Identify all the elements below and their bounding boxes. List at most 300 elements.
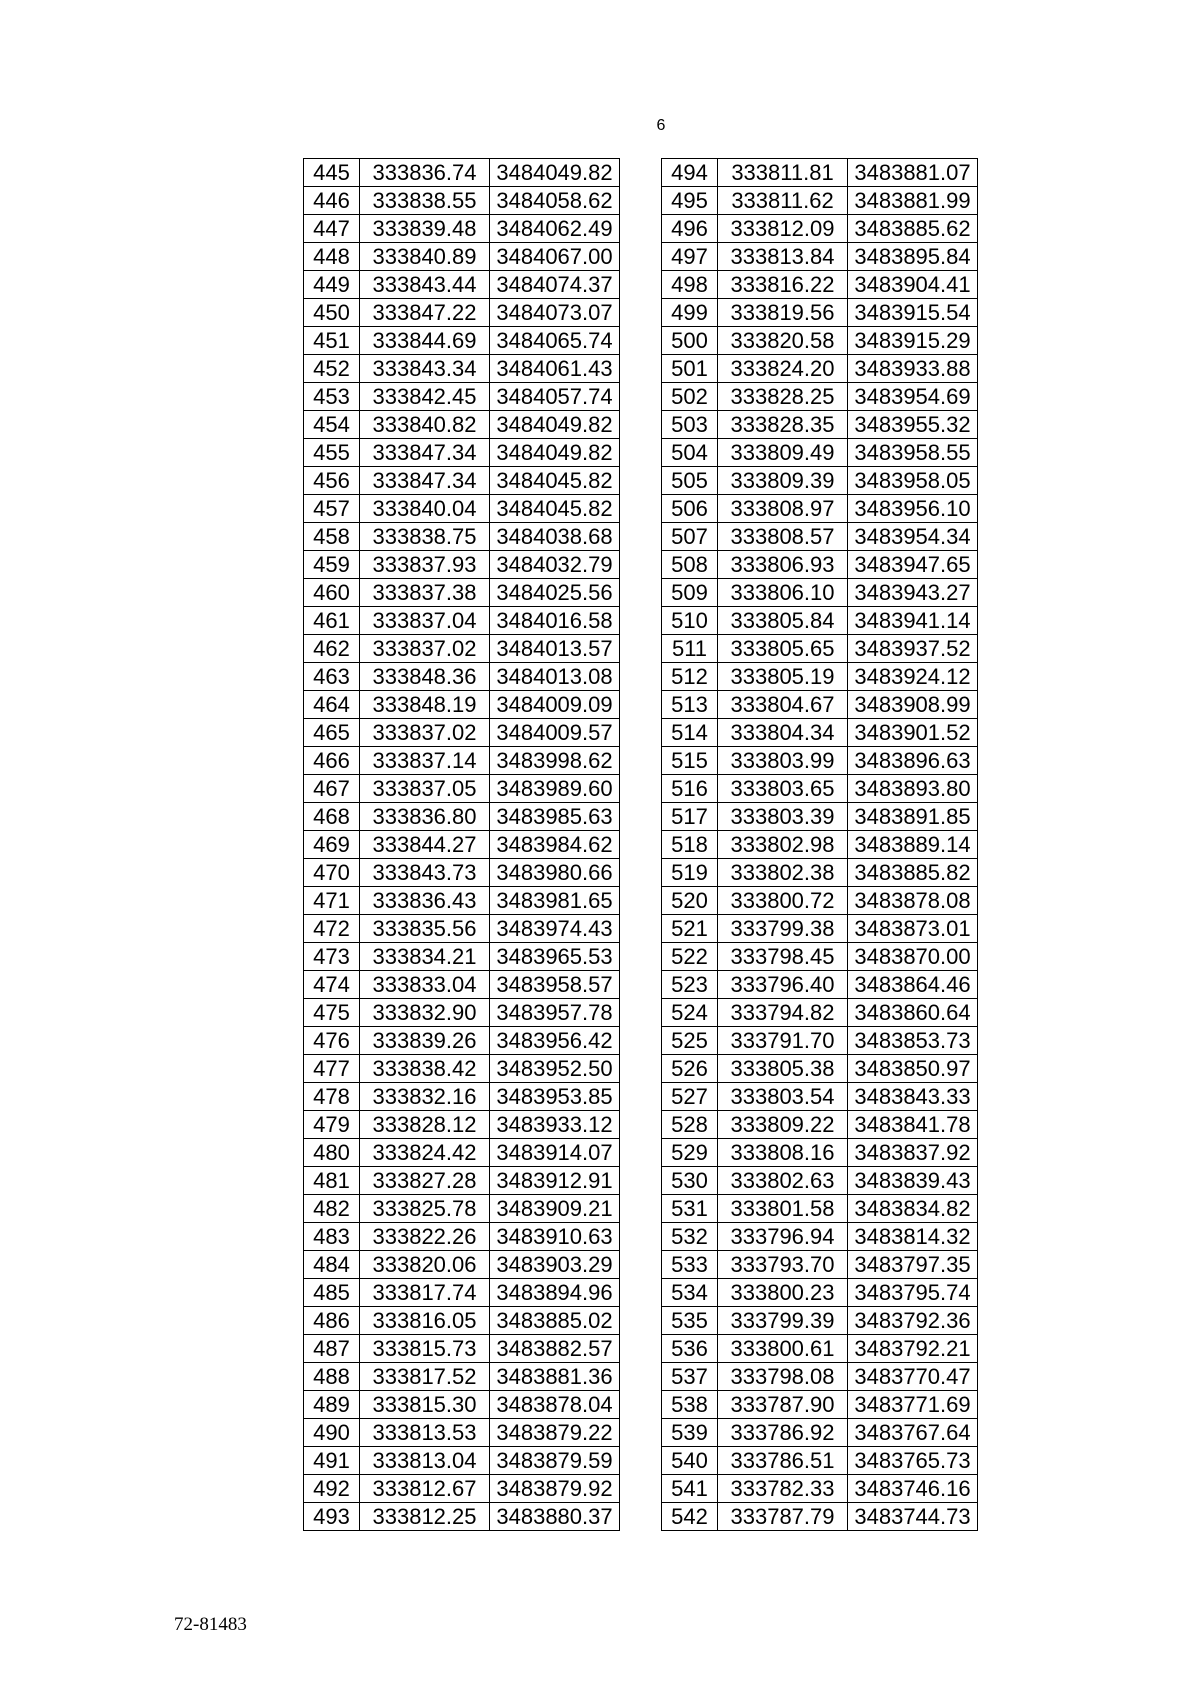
point-number-cell: 533: [662, 1251, 718, 1279]
x-coordinate-cell: 333828.35: [718, 411, 848, 439]
point-number-cell: 507: [662, 523, 718, 551]
x-coordinate-cell: 333787.79: [718, 1503, 848, 1531]
y-coordinate-cell: 3484065.74: [490, 327, 620, 355]
point-number-cell: 486: [304, 1307, 360, 1335]
point-number-cell: 504: [662, 439, 718, 467]
y-coordinate-cell: 3483882.57: [490, 1335, 620, 1363]
y-coordinate-cell: 3484049.82: [490, 439, 620, 467]
table-row: [304, 1223, 620, 1251]
y-coordinate-cell: 3484058.62: [490, 187, 620, 215]
point-number-cell: 509: [662, 579, 718, 607]
point-number-cell: 491: [304, 1447, 360, 1475]
table-row: [304, 747, 620, 775]
x-coordinate-cell: 333812.67: [360, 1475, 490, 1503]
x-coordinate-cell: 333787.90: [718, 1391, 848, 1419]
table-row: [304, 971, 620, 999]
x-coordinate-cell: 333840.89: [360, 243, 490, 271]
x-coordinate-cell: 333824.42: [360, 1139, 490, 1167]
table-row: [304, 915, 620, 943]
point-number-cell: 495: [662, 187, 718, 215]
table-row: [662, 355, 978, 383]
table-row: [662, 999, 978, 1027]
table-row: [662, 747, 978, 775]
x-coordinate-cell: 333805.65: [718, 635, 848, 663]
table-row: [662, 579, 978, 607]
point-number-cell: 456: [304, 467, 360, 495]
x-coordinate-cell: 333808.16: [718, 1139, 848, 1167]
y-coordinate-cell: 3483878.08: [848, 887, 978, 915]
coordinate-table-body: [304, 159, 620, 1531]
y-coordinate-cell: 3483771.69: [848, 1391, 978, 1419]
x-coordinate-cell: 333837.93: [360, 551, 490, 579]
x-coordinate-cell: 333805.19: [718, 663, 848, 691]
table-row: [662, 943, 978, 971]
table-row: [662, 1503, 978, 1531]
x-coordinate-cell: 333811.62: [718, 187, 848, 215]
x-coordinate-cell: 333815.73: [360, 1335, 490, 1363]
x-coordinate-cell: 333799.38: [718, 915, 848, 943]
page-number: 6: [656, 117, 666, 134]
point-number-cell: 514: [662, 719, 718, 747]
table-row: [304, 383, 620, 411]
y-coordinate-cell: 3483909.21: [490, 1195, 620, 1223]
point-number-cell: 448: [304, 243, 360, 271]
y-coordinate-cell: 3483770.47: [848, 1363, 978, 1391]
x-coordinate-cell: 333844.27: [360, 831, 490, 859]
x-coordinate-cell: 333798.08: [718, 1363, 848, 1391]
y-coordinate-cell: 3484074.37: [490, 271, 620, 299]
x-coordinate-cell: 333838.42: [360, 1055, 490, 1083]
x-coordinate-cell: 333828.12: [360, 1111, 490, 1139]
point-number-cell: 524: [662, 999, 718, 1027]
table-row: [662, 887, 978, 915]
y-coordinate-cell: 3483915.54: [848, 299, 978, 327]
y-coordinate-cell: 3483914.07: [490, 1139, 620, 1167]
point-number-cell: 516: [662, 775, 718, 803]
table-row: [304, 1307, 620, 1335]
point-number-cell: 483: [304, 1223, 360, 1251]
table-row: [662, 1279, 978, 1307]
table-row: [662, 719, 978, 747]
table-row: [304, 579, 620, 607]
point-number-cell: 528: [662, 1111, 718, 1139]
table-row: [304, 327, 620, 355]
y-coordinate-cell: 3483860.64: [848, 999, 978, 1027]
table-row: [662, 1447, 978, 1475]
y-coordinate-cell: 3483839.43: [848, 1167, 978, 1195]
x-coordinate-cell: 333819.56: [718, 299, 848, 327]
x-coordinate-cell: 333837.05: [360, 775, 490, 803]
table-row: [304, 243, 620, 271]
y-coordinate-cell: 3483965.53: [490, 943, 620, 971]
x-coordinate-cell: 333811.81: [718, 159, 848, 187]
table-row: [662, 1111, 978, 1139]
x-coordinate-cell: 333820.06: [360, 1251, 490, 1279]
point-number-cell: 485: [304, 1279, 360, 1307]
y-coordinate-cell: 3483881.99: [848, 187, 978, 215]
point-number-cell: 454: [304, 411, 360, 439]
point-number-cell: 487: [304, 1335, 360, 1363]
point-number-cell: 463: [304, 663, 360, 691]
x-coordinate-cell: 333808.97: [718, 495, 848, 523]
table-row: [304, 1447, 620, 1475]
point-number-cell: 488: [304, 1363, 360, 1391]
y-coordinate-cell: 3484016.58: [490, 607, 620, 635]
x-coordinate-cell: 333834.21: [360, 943, 490, 971]
x-coordinate-cell: 333822.26: [360, 1223, 490, 1251]
y-coordinate-cell: 3484009.57: [490, 719, 620, 747]
x-coordinate-cell: 333843.34: [360, 355, 490, 383]
y-coordinate-cell: 3483937.52: [848, 635, 978, 663]
table-row: [662, 1475, 978, 1503]
table-row: [662, 1139, 978, 1167]
y-coordinate-cell: 3483767.64: [848, 1419, 978, 1447]
x-coordinate-cell: 333839.26: [360, 1027, 490, 1055]
table-row: [662, 607, 978, 635]
table-row: [304, 1419, 620, 1447]
x-coordinate-cell: 333798.45: [718, 943, 848, 971]
x-coordinate-cell: 333817.52: [360, 1363, 490, 1391]
y-coordinate-cell: 3484049.82: [490, 159, 620, 187]
table-row: [304, 495, 620, 523]
y-coordinate-cell: 3483952.50: [490, 1055, 620, 1083]
x-coordinate-cell: 333816.05: [360, 1307, 490, 1335]
table-row: [304, 1363, 620, 1391]
point-number-cell: 471: [304, 887, 360, 915]
x-coordinate-cell: 333847.34: [360, 467, 490, 495]
x-coordinate-cell: 333802.98: [718, 831, 848, 859]
y-coordinate-cell: 3484045.82: [490, 467, 620, 495]
x-coordinate-cell: 333812.25: [360, 1503, 490, 1531]
point-number-cell: 465: [304, 719, 360, 747]
point-number-cell: 457: [304, 495, 360, 523]
x-coordinate-cell: 333803.54: [718, 1083, 848, 1111]
y-coordinate-cell: 3484025.56: [490, 579, 620, 607]
table-row: [662, 803, 978, 831]
point-number-cell: 466: [304, 747, 360, 775]
x-coordinate-cell: 333832.16: [360, 1083, 490, 1111]
point-number-cell: 478: [304, 1083, 360, 1111]
y-coordinate-cell: 3483954.34: [848, 523, 978, 551]
point-number-cell: 459: [304, 551, 360, 579]
x-coordinate-cell: 333820.58: [718, 327, 848, 355]
x-coordinate-cell: 333837.02: [360, 719, 490, 747]
y-coordinate-cell: 3483850.97: [848, 1055, 978, 1083]
x-coordinate-cell: 333803.99: [718, 747, 848, 775]
table-row: [662, 1083, 978, 1111]
table-row: [662, 1307, 978, 1335]
x-coordinate-cell: 333835.56: [360, 915, 490, 943]
point-number-cell: 474: [304, 971, 360, 999]
x-coordinate-cell: 333793.70: [718, 1251, 848, 1279]
point-number-cell: 489: [304, 1391, 360, 1419]
y-coordinate-cell: 3484049.82: [490, 411, 620, 439]
table-row: [304, 271, 620, 299]
point-number-cell: 494: [662, 159, 718, 187]
x-coordinate-cell: 333806.10: [718, 579, 848, 607]
y-coordinate-cell: 3484013.08: [490, 663, 620, 691]
table-row: [662, 159, 978, 187]
table-row: [304, 635, 620, 663]
point-number-cell: 479: [304, 1111, 360, 1139]
point-number-cell: 484: [304, 1251, 360, 1279]
x-coordinate-cell: 333825.78: [360, 1195, 490, 1223]
table-row: [662, 243, 978, 271]
point-number-cell: 446: [304, 187, 360, 215]
table-row: [304, 1335, 620, 1363]
table-row: [662, 831, 978, 859]
point-number-cell: 512: [662, 663, 718, 691]
y-coordinate-cell: 3483933.88: [848, 355, 978, 383]
x-coordinate-cell: 333812.09: [718, 215, 848, 243]
x-coordinate-cell: 333840.04: [360, 495, 490, 523]
x-coordinate-cell: 333843.73: [360, 859, 490, 887]
x-coordinate-cell: 333843.44: [360, 271, 490, 299]
y-coordinate-cell: 3483924.12: [848, 663, 978, 691]
table-row: [304, 1055, 620, 1083]
y-coordinate-cell: 3484062.49: [490, 215, 620, 243]
point-number-cell: 473: [304, 943, 360, 971]
point-number-cell: 518: [662, 831, 718, 859]
point-number-cell: 464: [304, 691, 360, 719]
table-row: [304, 1167, 620, 1195]
table-row: [304, 411, 620, 439]
table-row: [304, 355, 620, 383]
table-row: [662, 635, 978, 663]
x-coordinate-cell: 333839.48: [360, 215, 490, 243]
y-coordinate-cell: 3483953.85: [490, 1083, 620, 1111]
x-coordinate-cell: 333847.34: [360, 439, 490, 467]
x-coordinate-cell: 333848.36: [360, 663, 490, 691]
y-coordinate-cell: 3483904.41: [848, 271, 978, 299]
table-row: [662, 411, 978, 439]
y-coordinate-cell: 3484067.00: [490, 243, 620, 271]
y-coordinate-cell: 3483896.63: [848, 747, 978, 775]
point-number-cell: 519: [662, 859, 718, 887]
x-coordinate-cell: 333833.04: [360, 971, 490, 999]
y-coordinate-cell: 3483881.36: [490, 1363, 620, 1391]
table-row: [304, 1251, 620, 1279]
y-coordinate-cell: 3483746.16: [848, 1475, 978, 1503]
table-row: [304, 1195, 620, 1223]
y-coordinate-cell: 3483985.63: [490, 803, 620, 831]
table-row: [662, 327, 978, 355]
y-coordinate-cell: 3483998.62: [490, 747, 620, 775]
table-row: [662, 187, 978, 215]
y-coordinate-cell: 3483895.84: [848, 243, 978, 271]
x-coordinate-cell: 333816.22: [718, 271, 848, 299]
y-coordinate-cell: 3484038.68: [490, 523, 620, 551]
y-coordinate-cell: 3483908.99: [848, 691, 978, 719]
point-number-cell: 447: [304, 215, 360, 243]
y-coordinate-cell: 3483814.32: [848, 1223, 978, 1251]
y-coordinate-cell: 3483933.12: [490, 1111, 620, 1139]
point-number-cell: 477: [304, 1055, 360, 1083]
x-coordinate-cell: 333848.19: [360, 691, 490, 719]
table-row: [304, 187, 620, 215]
y-coordinate-cell: 3483870.00: [848, 943, 978, 971]
y-coordinate-cell: 3483889.14: [848, 831, 978, 859]
table-row: [662, 215, 978, 243]
table-row: [304, 467, 620, 495]
table-row: [304, 663, 620, 691]
x-coordinate-cell: 333806.93: [718, 551, 848, 579]
y-coordinate-cell: 3483843.33: [848, 1083, 978, 1111]
table-row: [304, 215, 620, 243]
table-row: [304, 1027, 620, 1055]
point-number-cell: 493: [304, 1503, 360, 1531]
table-row: [304, 691, 620, 719]
point-number-cell: 453: [304, 383, 360, 411]
x-coordinate-cell: 333838.55: [360, 187, 490, 215]
y-coordinate-cell: 3483894.96: [490, 1279, 620, 1307]
x-coordinate-cell: 333800.23: [718, 1279, 848, 1307]
point-number-cell: 501: [662, 355, 718, 383]
y-coordinate-cell: 3483873.01: [848, 915, 978, 943]
x-coordinate-cell: 333805.84: [718, 607, 848, 635]
y-coordinate-cell: 3483915.29: [848, 327, 978, 355]
point-number-cell: 521: [662, 915, 718, 943]
table-row: [662, 1167, 978, 1195]
point-number-cell: 472: [304, 915, 360, 943]
x-coordinate-cell: 333837.02: [360, 635, 490, 663]
x-coordinate-cell: 333782.33: [718, 1475, 848, 1503]
table-row: [662, 1419, 978, 1447]
x-coordinate-cell: 333804.34: [718, 719, 848, 747]
x-coordinate-cell: 333836.80: [360, 803, 490, 831]
x-coordinate-cell: 333813.84: [718, 243, 848, 271]
point-number-cell: 500: [662, 327, 718, 355]
y-coordinate-cell: 3483955.32: [848, 411, 978, 439]
point-number-cell: 496: [662, 215, 718, 243]
point-number-cell: 452: [304, 355, 360, 383]
table-row: [662, 971, 978, 999]
x-coordinate-cell: 333838.75: [360, 523, 490, 551]
point-number-cell: 508: [662, 551, 718, 579]
y-coordinate-cell: 3483879.22: [490, 1419, 620, 1447]
point-number-cell: 522: [662, 943, 718, 971]
table-row: [662, 1363, 978, 1391]
table-row: [304, 523, 620, 551]
x-coordinate-cell: 333802.63: [718, 1167, 848, 1195]
table-row: [662, 1251, 978, 1279]
x-coordinate-cell: 333815.30: [360, 1391, 490, 1419]
point-number-cell: 539: [662, 1419, 718, 1447]
x-coordinate-cell: 333800.72: [718, 887, 848, 915]
x-coordinate-cell: 333808.57: [718, 523, 848, 551]
y-coordinate-cell: 3483903.29: [490, 1251, 620, 1279]
x-coordinate-cell: 333801.58: [718, 1195, 848, 1223]
table-row: [304, 775, 620, 803]
y-coordinate-cell: 3483879.59: [490, 1447, 620, 1475]
x-coordinate-cell: 333844.69: [360, 327, 490, 355]
document-code: 72-81483: [174, 1614, 247, 1635]
x-coordinate-cell: 333799.39: [718, 1307, 848, 1335]
point-number-cell: 513: [662, 691, 718, 719]
coordinate-table-body: [662, 159, 978, 1531]
y-coordinate-cell: 3483947.65: [848, 551, 978, 579]
point-number-cell: 482: [304, 1195, 360, 1223]
point-number-cell: 532: [662, 1223, 718, 1251]
point-number-cell: 451: [304, 327, 360, 355]
x-coordinate-cell: 333817.74: [360, 1279, 490, 1307]
x-coordinate-cell: 333813.04: [360, 1447, 490, 1475]
x-coordinate-cell: 333832.90: [360, 999, 490, 1027]
coordinate-table-right: [661, 158, 978, 1531]
y-coordinate-cell: 3483941.14: [848, 607, 978, 635]
y-coordinate-cell: 3483885.62: [848, 215, 978, 243]
point-number-cell: 527: [662, 1083, 718, 1111]
point-number-cell: 470: [304, 859, 360, 887]
table-row: [662, 1391, 978, 1419]
y-coordinate-cell: 3483792.36: [848, 1307, 978, 1335]
y-coordinate-cell: 3483958.05: [848, 467, 978, 495]
y-coordinate-cell: 3483841.78: [848, 1111, 978, 1139]
x-coordinate-cell: 333796.40: [718, 971, 848, 999]
y-coordinate-cell: 3483901.52: [848, 719, 978, 747]
coordinate-table-left: [303, 158, 620, 1531]
y-coordinate-cell: 3483878.04: [490, 1391, 620, 1419]
point-number-cell: 468: [304, 803, 360, 831]
y-coordinate-cell: 3484032.79: [490, 551, 620, 579]
table-row: [662, 299, 978, 327]
table-row: [304, 943, 620, 971]
point-number-cell: 480: [304, 1139, 360, 1167]
table-row: [662, 523, 978, 551]
y-coordinate-cell: 3483893.80: [848, 775, 978, 803]
point-number-cell: 450: [304, 299, 360, 327]
y-coordinate-cell: 3484061.43: [490, 355, 620, 383]
y-coordinate-cell: 3483912.91: [490, 1167, 620, 1195]
table-row: [304, 1279, 620, 1307]
y-coordinate-cell: 3483956.10: [848, 495, 978, 523]
y-coordinate-cell: 3483891.85: [848, 803, 978, 831]
x-coordinate-cell: 333805.38: [718, 1055, 848, 1083]
point-number-cell: 449: [304, 271, 360, 299]
x-coordinate-cell: 333809.22: [718, 1111, 848, 1139]
y-coordinate-cell: 3483957.78: [490, 999, 620, 1027]
y-coordinate-cell: 3483980.66: [490, 859, 620, 887]
table-row: [662, 383, 978, 411]
table-row: [304, 1391, 620, 1419]
point-number-cell: 458: [304, 523, 360, 551]
y-coordinate-cell: 3483954.69: [848, 383, 978, 411]
table-row: [304, 159, 620, 187]
point-number-cell: 455: [304, 439, 360, 467]
x-coordinate-cell: 333796.94: [718, 1223, 848, 1251]
point-number-cell: 481: [304, 1167, 360, 1195]
x-coordinate-cell: 333813.53: [360, 1419, 490, 1447]
table-row: [304, 831, 620, 859]
point-number-cell: 538: [662, 1391, 718, 1419]
table-row: [304, 1111, 620, 1139]
point-number-cell: 469: [304, 831, 360, 859]
x-coordinate-cell: 333828.25: [718, 383, 848, 411]
y-coordinate-cell: 3484073.07: [490, 299, 620, 327]
point-number-cell: 535: [662, 1307, 718, 1335]
x-coordinate-cell: 333786.92: [718, 1419, 848, 1447]
point-number-cell: 526: [662, 1055, 718, 1083]
y-coordinate-cell: 3483797.35: [848, 1251, 978, 1279]
point-number-cell: 476: [304, 1027, 360, 1055]
table-row: [662, 915, 978, 943]
y-coordinate-cell: 3483864.46: [848, 971, 978, 999]
x-coordinate-cell: 333800.61: [718, 1335, 848, 1363]
point-number-cell: 502: [662, 383, 718, 411]
y-coordinate-cell: 3483956.42: [490, 1027, 620, 1055]
y-coordinate-cell: 3483958.55: [848, 439, 978, 467]
point-number-cell: 498: [662, 271, 718, 299]
